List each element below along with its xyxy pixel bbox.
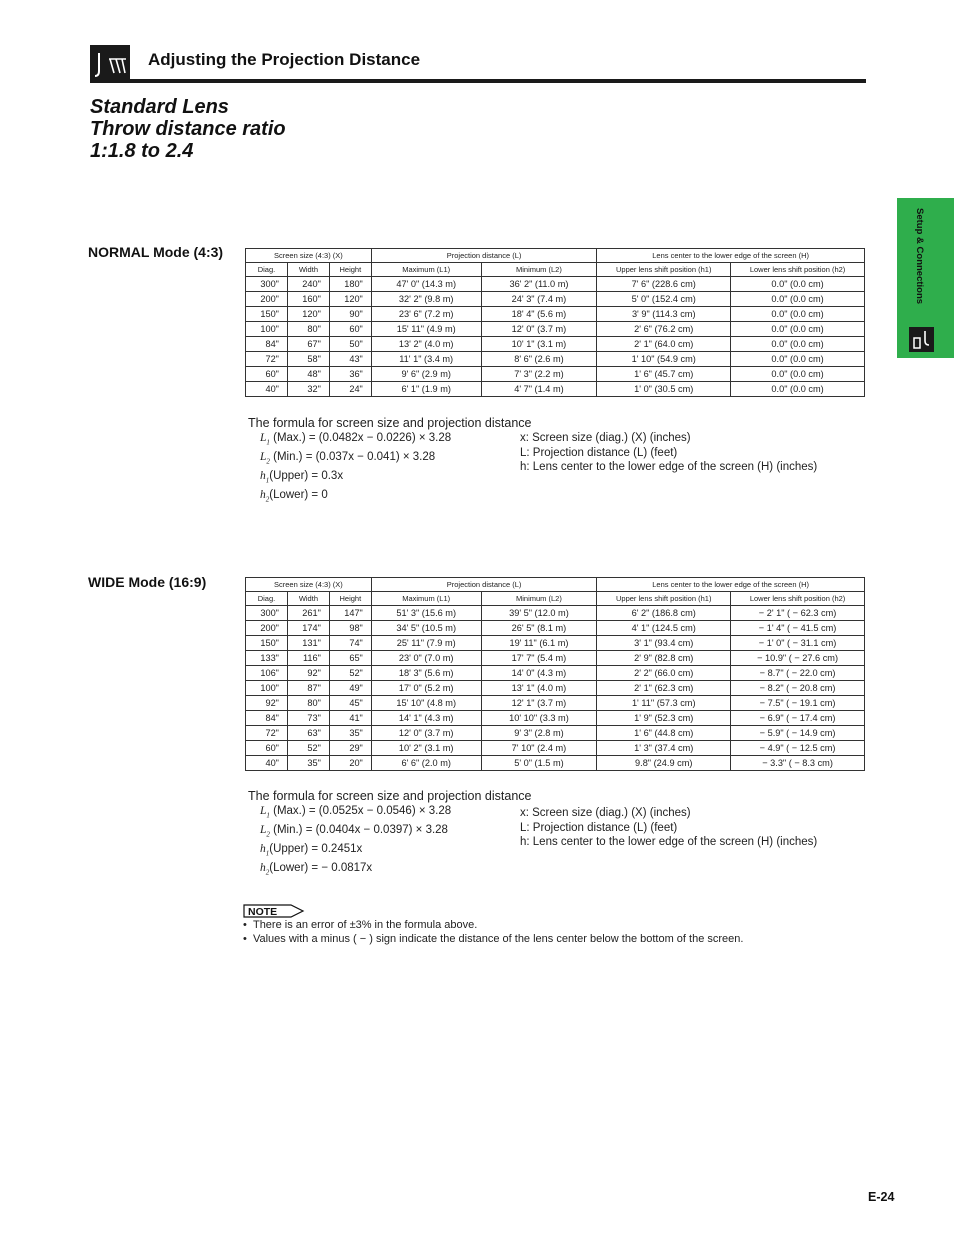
table-cell: − 4.9" ( − 12.5 cm): [731, 741, 865, 756]
table-cell: 48": [287, 367, 329, 382]
formula-line: $h_1(Upper) = 0.3x$: [260, 469, 344, 485]
group-header-lens-center: Lens center to the lower edge of the screen (H): [597, 249, 865, 263]
table-cell: 17' 0" (5.2 m): [371, 681, 481, 696]
column-header: Height: [329, 263, 371, 277]
table-cell: 87": [287, 681, 329, 696]
formula-title: The formula for screen size and projection distance: [248, 416, 532, 430]
table-cell: 2' 6" (76.2 cm): [597, 322, 731, 337]
table-cell: 26' 5" (8.1 m): [481, 621, 597, 636]
table-cell: 39' 5" (12.0 m): [481, 606, 597, 621]
table-cell: 0.0" (0.0 cm): [731, 292, 865, 307]
table-cell: 10' 10" (3.3 m): [481, 711, 597, 726]
table-cell: 0.0" (0.0 cm): [731, 307, 865, 322]
formula-line: $L_2$ (Min.) = (0.0404x − 0.0397) × 3.28: [260, 823, 448, 839]
side-tab: [897, 198, 954, 358]
table-cell: − 6.9" ( − 17.4 cm): [731, 711, 865, 726]
table-cell: 40": [246, 382, 288, 397]
table-cell: 73": [287, 711, 329, 726]
table-cell: 20": [329, 756, 371, 771]
page-number: E-24: [868, 1190, 895, 1204]
table-cell: 14' 0" (4.3 m): [481, 666, 597, 681]
table-cell: 2' 2" (66.0 cm): [597, 666, 731, 681]
table-cell: 14' 1" (4.3 m): [371, 711, 481, 726]
table-cell: 74": [329, 636, 371, 651]
table-cell: 200": [246, 621, 288, 636]
table-row: [246, 337, 865, 352]
table-cell: − 8.7" ( − 22.0 cm): [731, 666, 865, 681]
table-cell: 32' 2" (9.8 m): [371, 292, 481, 307]
table-cell: 131": [287, 636, 329, 651]
lens-title-line: Throw distance ratio: [90, 118, 286, 140]
table-cell: 15' 11" (4.9 m): [371, 322, 481, 337]
table-cell: 0.0" (0.0 cm): [731, 367, 865, 382]
table-cell: 9' 3" (2.8 m): [481, 726, 597, 741]
column-header: Diag.: [246, 592, 288, 606]
table-cell: 261": [287, 606, 329, 621]
table-row: [246, 322, 865, 337]
table-row: [246, 756, 865, 771]
table-cell: − 2' 1" ( − 62.3 cm): [731, 606, 865, 621]
table-cell: 84": [246, 711, 288, 726]
lens-title-line: Standard Lens: [90, 96, 229, 118]
table-cell: 13' 1" (4.0 m): [481, 681, 597, 696]
table-cell: 1' 6" (45.7 cm): [597, 367, 731, 382]
table-cell: 2' 1" (62.3 cm): [597, 681, 731, 696]
table-cell: 18' 3" (5.6 m): [371, 666, 481, 681]
table-cell: 5' 0" (1.5 m): [481, 756, 597, 771]
table-row: [246, 367, 865, 382]
table-cell: 15' 10" (4.8 m): [371, 696, 481, 711]
table-cell: 52": [287, 741, 329, 756]
table-cell: − 5.9" ( − 14.9 cm): [731, 726, 865, 741]
table-row: [246, 651, 865, 666]
table-cell: 35": [329, 726, 371, 741]
note-badge-label: NOTE: [248, 906, 278, 918]
table-cell: − 7.5" ( − 19.1 cm): [731, 696, 865, 711]
table-cell: 150": [246, 636, 288, 651]
formula-block: [260, 431, 451, 507]
table-cell: − 8.2" ( − 20.8 cm): [731, 681, 865, 696]
table-cell: − 1' 0" ( − 31.1 cm): [731, 636, 865, 651]
table-row: [246, 352, 865, 367]
table-cell: 12' 1" (3.7 m): [481, 696, 597, 711]
table-row: [246, 666, 865, 681]
table-cell: 24": [329, 382, 371, 397]
table-cell: 1' 0" (30.5 cm): [597, 382, 731, 397]
formula-line: $L_1$ (Max.) = (0.0482x − 0.0226) × 3.28: [260, 432, 452, 447]
legend-line: x: Screen size (diag.) (X) (inches): [520, 432, 691, 444]
table-cell: 43": [329, 352, 371, 367]
table-cell: 6' 6" (2.0 m): [371, 756, 481, 771]
table-cell: − 1' 4" ( − 41.5 cm): [731, 621, 865, 636]
table-cell: 4' 1" (124.5 cm): [597, 621, 731, 636]
table-cell: 80": [287, 696, 329, 711]
column-header: Minimum (L2): [481, 592, 597, 606]
table-row: [246, 621, 865, 636]
table-cell: − 3.3" ( − 8.3 cm): [731, 756, 865, 771]
group-header-projection: Projection distance (L): [371, 578, 597, 592]
table-cell: 6' 1" (1.9 m): [371, 382, 481, 397]
table-cell: 98": [329, 621, 371, 636]
table-cell: 120": [287, 307, 329, 322]
table-cell: 92": [246, 696, 288, 711]
table-cell: 1' 3" (37.4 cm): [597, 741, 731, 756]
table-cell: 13' 2" (4.0 m): [371, 337, 481, 352]
table-cell: 200": [246, 292, 288, 307]
table-cell: 47' 0" (14.3 m): [371, 277, 481, 292]
column-header: Minimum (L2): [481, 263, 597, 277]
group-header-lens-center: Lens center to the lower edge of the screen (H): [597, 578, 865, 592]
table-cell: 0.0" (0.0 cm): [731, 352, 865, 367]
formula-block: [260, 804, 451, 880]
table-cell: 36": [329, 367, 371, 382]
table-cell: 300": [246, 606, 288, 621]
table-cell: 23' 0" (7.0 m): [371, 651, 481, 666]
table-cell: 2' 9" (82.8 cm): [597, 651, 731, 666]
table-cell: 60": [246, 367, 288, 382]
normal-mode-table: [245, 248, 865, 397]
column-header: Width: [287, 592, 329, 606]
table-cell: 1' 10" (54.9 cm): [597, 352, 731, 367]
column-header: Maximum (L1): [371, 592, 481, 606]
column-header: Upper lens shift position (h1): [597, 263, 731, 277]
table-row: [246, 307, 865, 322]
connection-icon: [909, 327, 934, 352]
table-row: [246, 741, 865, 756]
lens-title-line: 1:1.8 to 2.4: [90, 140, 194, 162]
table-row: [246, 606, 865, 621]
table-row: [246, 292, 865, 307]
table-cell: 0.0" (0.0 cm): [731, 277, 865, 292]
table-row: [246, 382, 865, 397]
formula-legend: [520, 431, 817, 475]
table-cell: 29": [329, 741, 371, 756]
table-cell: 174": [287, 621, 329, 636]
table-cell: 300": [246, 277, 288, 292]
table-cell: 8' 6" (2.6 m): [481, 352, 597, 367]
table-cell: 0.0" (0.0 cm): [731, 382, 865, 397]
table-cell: 72": [246, 726, 288, 741]
projector-icon: [90, 45, 130, 83]
table-cell: 100": [246, 681, 288, 696]
table-cell: 60": [246, 741, 288, 756]
table-cell: 1' 11" (57.3 cm): [597, 696, 731, 711]
table-cell: 5' 0" (152.4 cm): [597, 292, 731, 307]
table-cell: 147": [329, 606, 371, 621]
formula-line: $h_2(Lower) = 0$: [260, 488, 328, 503]
table-cell: 100": [246, 322, 288, 337]
table-row: [246, 277, 865, 292]
column-header: Height: [329, 592, 371, 606]
table-cell: 17' 7" (5.4 m): [481, 651, 597, 666]
group-header-screen-size: Screen size (4:3) (X): [246, 578, 372, 592]
legend-line: h: Lens center to the lower edge of the screen (H) (inches): [520, 836, 818, 849]
formula-line: $h_2(Lower)$ = − 0.0817x: [260, 861, 373, 876]
table-cell: 24' 3" (7.4 m): [481, 292, 597, 307]
table-cell: 35": [287, 756, 329, 771]
table-cell: 7' 6" (228.6 cm): [597, 277, 731, 292]
formula-line: $h_1(Upper) = 0.2451x$: [260, 842, 363, 858]
table-cell: 133": [246, 651, 288, 666]
note-item: • There is an error of ±3% in the formula above.: [243, 919, 478, 931]
table-cell: 36' 2" (11.0 m): [481, 277, 597, 292]
table-cell: 11' 1" (3.4 m): [371, 352, 481, 367]
table-cell: 72": [246, 352, 288, 367]
table-cell: 116": [287, 651, 329, 666]
table-cell: 52": [329, 666, 371, 681]
legend-line: L: Projection distance (L) (feet): [520, 446, 678, 459]
table-cell: 1' 9" (52.3 cm): [597, 711, 731, 726]
table-cell: 80": [287, 322, 329, 337]
table-cell: 4' 7" (1.4 m): [481, 382, 597, 397]
table-cell: 3' 9" (114.3 cm): [597, 307, 731, 322]
wide-mode-label: WIDE Mode (16:9): [88, 574, 207, 590]
group-header-projection: Projection distance (L): [371, 249, 597, 263]
table-row: [246, 636, 865, 651]
table-cell: 63": [287, 726, 329, 741]
normal-mode-label: NORMAL Mode (4:3): [88, 244, 224, 260]
table-cell: 67": [287, 337, 329, 352]
column-header: Width: [287, 263, 329, 277]
table-cell: 12' 0" (3.7 m): [481, 322, 597, 337]
table-cell: 65": [329, 651, 371, 666]
table-cell: 3' 1" (93.4 cm): [597, 636, 731, 651]
formula-line: $L_2$ (Min.) = (0.037x − 0.041) × 3.28: [260, 450, 436, 466]
group-header-screen-size: Screen size (4:3) (X): [246, 249, 372, 263]
table-cell: 32": [287, 382, 329, 397]
column-header: Lower lens shift position (h2): [731, 592, 865, 606]
table-cell: 9' 6" (2.9 m): [371, 367, 481, 382]
lens-title: [90, 96, 286, 162]
table-row: [246, 681, 865, 696]
table-cell: 9.8" (24.9 cm): [597, 756, 731, 771]
table-cell: 0.0" (0.0 cm): [731, 322, 865, 337]
table-cell: 60": [329, 322, 371, 337]
note-item: • Values with a minus ( − ) sign indicate the distance of the lens center below the bottom of the screen.: [243, 933, 744, 945]
table-cell: 90": [329, 307, 371, 322]
formula-line: $L_1$ (Max.) = (0.0525x − 0.0546) × 3.28: [260, 805, 452, 820]
column-header: Lower lens shift position (h2): [731, 263, 865, 277]
table-cell: 58": [287, 352, 329, 367]
formula-title: The formula for screen size and projection distance: [248, 789, 532, 803]
table-cell: 23' 6" (7.2 m): [371, 307, 481, 322]
table-cell: 120": [329, 292, 371, 307]
wide-mode-table: [245, 577, 865, 771]
table-cell: 240": [287, 277, 329, 292]
table-cell: 92": [287, 666, 329, 681]
table-cell: 40": [246, 756, 288, 771]
table-row: [246, 726, 865, 741]
table-cell: 0.0" (0.0 cm): [731, 337, 865, 352]
table-cell: 25' 11" (7.9 m): [371, 636, 481, 651]
table-cell: 7' 10" (2.4 m): [481, 741, 597, 756]
column-header: Upper lens shift position (h1): [597, 592, 731, 606]
table-cell: 12' 0" (3.7 m): [371, 726, 481, 741]
table-row: [246, 696, 865, 711]
table-cell: 160": [287, 292, 329, 307]
table-cell: 7' 3" (2.2 m): [481, 367, 597, 382]
table-cell: 34' 5" (10.5 m): [371, 621, 481, 636]
table-cell: − 10.9" ( − 27.6 cm): [731, 651, 865, 666]
table-cell: 49": [329, 681, 371, 696]
table-cell: 84": [246, 337, 288, 352]
column-header: Diag.: [246, 263, 288, 277]
table-cell: 10' 1" (3.1 m): [481, 337, 597, 352]
formula-legend: [520, 806, 817, 850]
table-cell: 2' 1" (64.0 cm): [597, 337, 731, 352]
table-cell: 45": [329, 696, 371, 711]
table-cell: 19' 11" (6.1 m): [481, 636, 597, 651]
note-badge: [243, 904, 305, 918]
table-cell: 41": [329, 711, 371, 726]
table-cell: 150": [246, 307, 288, 322]
legend-line: h: Lens center to the lower edge of the screen (H) (inches): [520, 461, 818, 474]
table-cell: 10' 2" (3.1 m): [371, 741, 481, 756]
table-cell: 6' 2" (186.8 cm): [597, 606, 731, 621]
table-cell: 18' 4" (5.6 m): [481, 307, 597, 322]
table-row: [246, 711, 865, 726]
table-cell: 1' 6" (44.8 cm): [597, 726, 731, 741]
legend-line: x: Screen size (diag.) (X) (inches): [520, 807, 691, 819]
side-tab-label: Setup & Connections: [914, 208, 925, 305]
section-title: Adjusting the Projection Distance: [148, 50, 421, 69]
table-cell: 50": [329, 337, 371, 352]
legend-line: L: Projection distance (L) (feet): [520, 821, 678, 834]
table-cell: 180": [329, 277, 371, 292]
table-cell: 51' 3" (15.6 m): [371, 606, 481, 621]
header-divider: [90, 79, 866, 83]
table-cell: 106": [246, 666, 288, 681]
column-header: Maximum (L1): [371, 263, 481, 277]
